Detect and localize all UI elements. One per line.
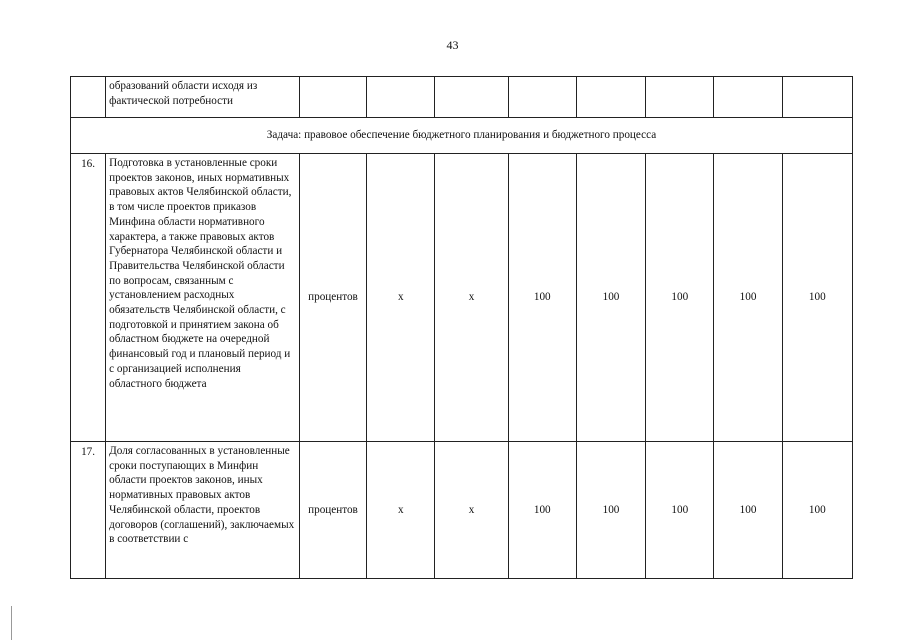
empty-cell [508, 77, 576, 118]
index-cell-empty [71, 77, 106, 118]
row-value: х [367, 442, 435, 579]
row-value: 100 [576, 154, 645, 442]
empty-cell [299, 77, 366, 118]
row-description: Подготовка в установленные сроки проектов законов, иных нормативных правовых актов Челябинской области, в том числе проектов приказов Минфина области нормативного характера, а также правовых актов Губернатора Челябинской области и Правительства Челябинской области по вопросам, связанным с установлением расходных обязательств Челябинской области, с подготовкой и принятием закона об областном бюджете на очередной финансовый год и плановый период и с организацией исполнения областного бюджета [106, 154, 300, 442]
task-heading: Задача: правовое обеспечение бюджетного планирования и бюджетного процесса [71, 118, 853, 154]
empty-cell [714, 77, 782, 118]
empty-cell [576, 77, 645, 118]
row-value: 100 [782, 154, 852, 442]
row-value: 100 [646, 442, 714, 579]
task-row [71, 118, 853, 154]
empty-cell [646, 77, 714, 118]
row-index: 17. [71, 442, 106, 579]
continuation-row [71, 77, 853, 118]
row-value: 100 [714, 442, 782, 579]
row-index: 16. [71, 154, 106, 442]
row-unit: процентов [299, 442, 366, 579]
row-value: 100 [646, 154, 714, 442]
row-unit: процентов [299, 154, 366, 442]
empty-cell [367, 77, 435, 118]
empty-cell [782, 77, 852, 118]
row-value: 100 [782, 442, 852, 579]
page-number: 43 [446, 38, 459, 52]
empty-cell [435, 77, 508, 118]
scan-edge-mark [11, 606, 12, 640]
row-value: х [367, 154, 435, 442]
indicators-table [70, 76, 853, 579]
row-value: 100 [508, 154, 576, 442]
row-value: х [435, 442, 508, 579]
table-row [71, 442, 853, 579]
row-value: 100 [576, 442, 645, 579]
continuation-text: образований области исходя из фактической потребности [106, 77, 300, 118]
row-value: 100 [714, 154, 782, 442]
row-value: 100 [508, 442, 576, 579]
row-value: х [435, 154, 508, 442]
table-row [71, 154, 853, 442]
row-description: Доля согласованных в установленные сроки поступающих в Минфин области проектов законов, иных нормативных правовых актов Челябинской области, проектов договоров (соглашений), заключаемых в соответствии с [106, 442, 300, 579]
